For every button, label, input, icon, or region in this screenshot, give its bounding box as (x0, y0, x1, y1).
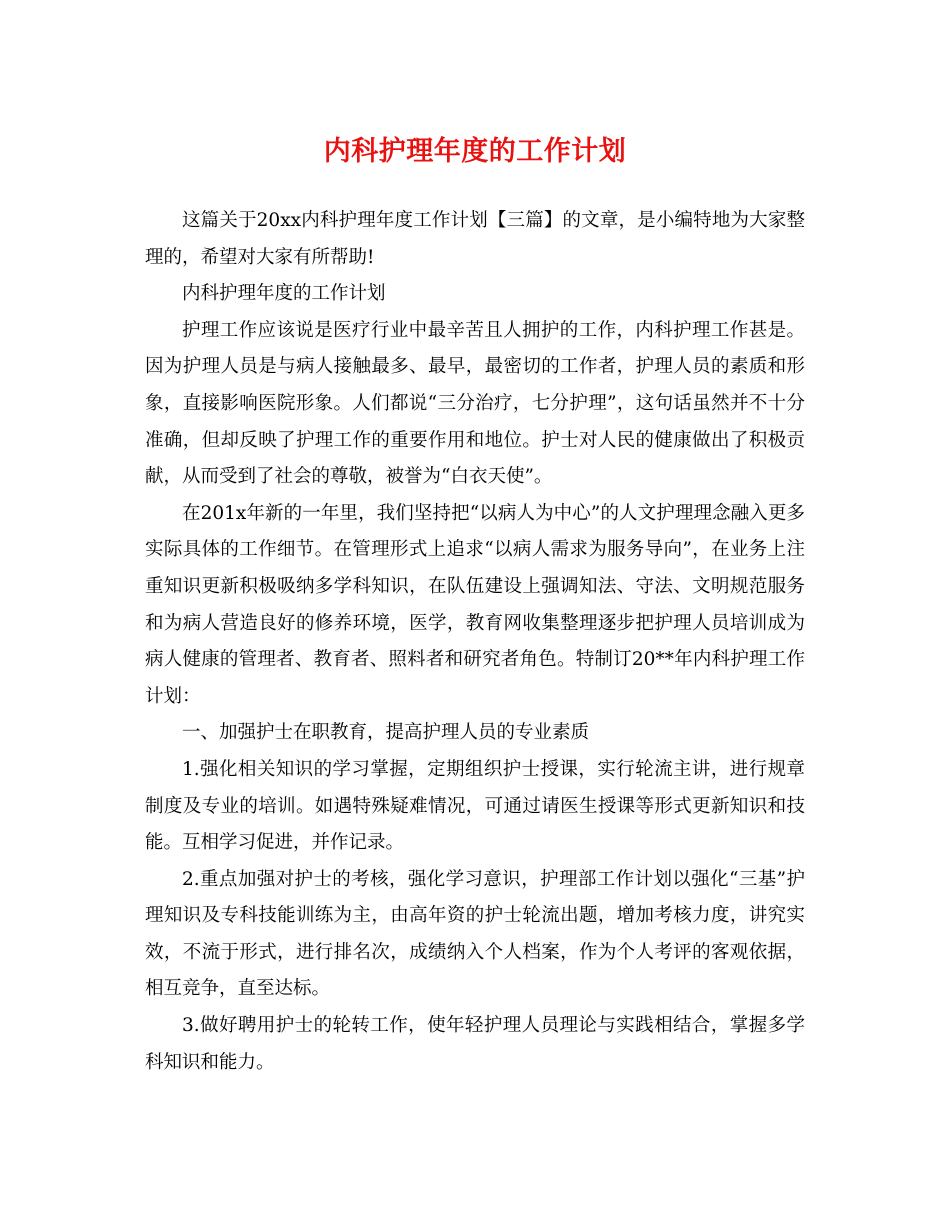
list-item: 1.强化相关知识的学习掌握，定期组织护士授课，实行轮流主讲，进行规章制度及专业的培训。如遇特殊疑难情况，可通过请医生授课等形式更新知识和技能。互相学习促进，并作记录。 (145, 758, 805, 854)
document-title: 内科护理年度的工作计划 (323, 136, 627, 167)
list-item: 3.做好聘用护士的轮转工作，使年轻护理人员理论与实践相结合，掌握多学科知识和能力。 (145, 1015, 805, 1073)
list-item: 2.重点加强对护士的考核，强化学习意识，护理部工作计划以强化“三基”护理知识及专科技能训练为主，由高年资的护士轮流出题，增加考核力度，讲究实效，不流于形式，进行排名次，成绩纳入个人档案，作为个人考评的客观依据，相互竞争，直至达标。 (145, 868, 805, 1000)
subsection-heading: 一、加强护士在职教育，提高护理人员的专业素质 (182, 722, 590, 744)
intro-paragraph: 这篇关于20xx内科护理年度工作计划【三篇】的文章，是小编特地为大家整理的，希望对大家有所帮助! (145, 210, 805, 268)
body-paragraph: 护理工作应该说是医疗行业中最辛苦且人拥护的工作，内科护理工作甚是。因为护理人员是与病人接触最多、最早，最密切的工作者，护理人员的素质和形象，直接影响医院形象。人们都说“三分治疗，七分护理”，这句话虽然并不十分准确，但却反映了护理工作的重要作用和地位。护士对人民的健康做出了积极贡献，从而受到了社会的尊敬，被誉为“白衣天使”。 (145, 319, 805, 488)
section-heading: 内科护理年度的工作计划 (182, 283, 386, 305)
body-paragraph: 在201x年新的一年里，我们坚持把“以病人为中心”的人文护理理念融入更多实际具体的工作细节。在管理形式上追求“以病人需求为服务导向”，在业务上注重知识更新积极吸纳多学科知识，在队伍建设上强调知法、守法、文明规范服务和为病人营造良好的修养环境，医学，教育网收集整理逐步把护理人员培训成为病人健康的管理者、教育者、照料者和研究者角色。特制订20**年内科护理工作计划： (145, 502, 805, 707)
document-body (145, 203, 805, 1081)
